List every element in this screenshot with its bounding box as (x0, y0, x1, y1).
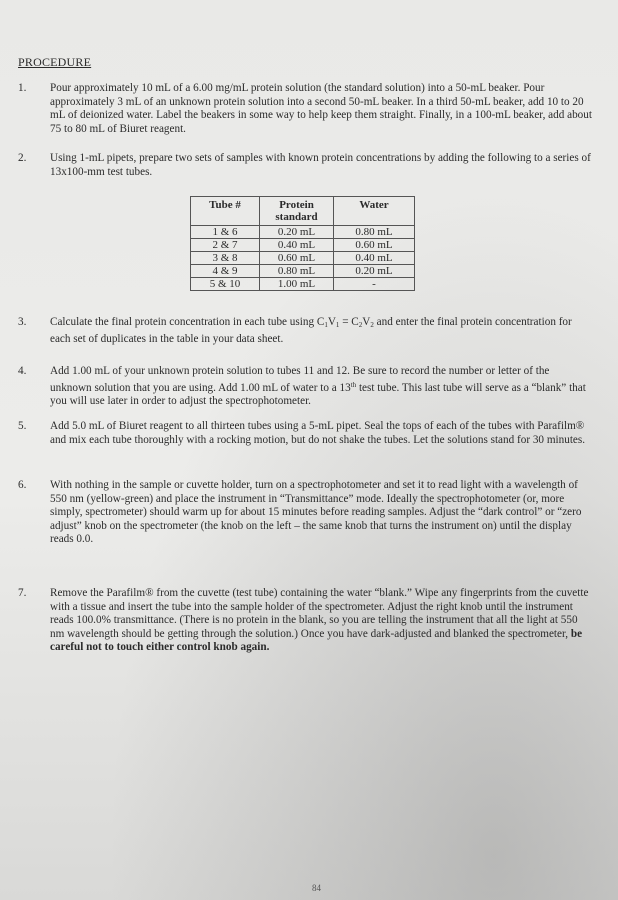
step-text: Add 5.0 mL of Biuret reagent to all thirteen tubes using a 5-mL pipet. Seal the tops of each of the tubes with Parafilm® and mix each tube thoroughly with a rocking motion, but do not shake the tubes. Let the solutions stand for 30 minutes. (50, 420, 586, 446)
table-cell: 0.80 mL (334, 226, 415, 239)
text-fragment: = C (339, 316, 359, 328)
table-row (191, 265, 415, 278)
step-number: 6. (18, 479, 27, 491)
step-number: 4. (18, 365, 27, 377)
procedure-heading: PROCEDURE (18, 55, 92, 69)
step-number: 5. (18, 420, 27, 432)
text-fragment: V (362, 316, 371, 328)
text-fragment: Add 1.00 mL of your unknown protein solution to tubes 11 and 12. Be sure to record the number or letter of the unknown solution that you are using. Add 1.00 mL of water to a 13 (50, 365, 550, 394)
step-text: Using 1-mL pipets, prepare two sets of samples with known protein concentrations by adding the following to a series of 13x100-mm test tubes. (50, 152, 591, 178)
step-number: 1. (18, 82, 27, 94)
step-text (50, 587, 593, 655)
step-4 (18, 365, 593, 409)
sample-table (190, 196, 415, 291)
subscript: 2 (370, 321, 374, 329)
table-cell: 0.60 mL (334, 239, 415, 252)
step-5 (18, 420, 593, 447)
column-header: Protein standard (260, 197, 334, 226)
table-cell: 0.20 mL (260, 226, 334, 239)
text-fragment: test tube. This last tube will serve as a “blank” that you will use later in order to adjust the spectrophotometer. (50, 381, 586, 408)
step-7 (18, 587, 593, 655)
step-1 (18, 82, 593, 136)
subscript: 1 (335, 321, 340, 329)
table-cell: 0.40 mL (334, 252, 415, 265)
table-cell: 0.80 mL (260, 265, 334, 278)
step-text (50, 365, 593, 409)
step-number: 2. (18, 152, 27, 164)
column-header: Tube # (191, 197, 260, 226)
table-row (191, 239, 415, 252)
subscript: 1 (324, 321, 328, 329)
table-row (191, 252, 415, 265)
table-cell: - (334, 278, 415, 291)
step-number: 7. (18, 587, 27, 599)
table-header-row (191, 197, 415, 226)
table-cell: 5 & 10 (191, 278, 260, 291)
table-cell: 1.00 mL (260, 278, 334, 291)
page-number: 84 (312, 883, 321, 893)
text-fragment: Remove the Parafilm® from the cuvette (test tube) containing the water “blank.” Wipe any fingerprints from the cuvette with a tissue and insert the tube into the sample holder of the spectrometer. Adjust the right knob until the instrument reads 100.0% transmittance. (There is no protein in the blank, so you are telling the instrument that all the light at 550 nm wavelength should be getting through the solution.) Once you have dark-adjusted and blanked the spectrometer, (50, 587, 589, 640)
column-header: Water (334, 197, 415, 226)
subscript: 2 (358, 321, 363, 329)
table-cell: 0.60 mL (260, 252, 334, 265)
table-cell: 0.40 mL (260, 239, 334, 252)
bold-warning: be careful not to touch either control knob again. (50, 627, 583, 654)
step-text: Pour approximately 10 mL of a 6.00 mg/mL protein solution (the standard solution) into a 50-mL beaker. Pour approximately 3 mL of an unknown protein solution into a second 50-mL beaker. In a third 50-mL beaker, add 10 to 20 mL of deionized water. Label the beakers in some way to help keep them straight. Finally, in a 100-mL beaker, add about 75 to 80 mL of Biuret reagent. (50, 82, 592, 135)
step-number: 3. (18, 316, 27, 328)
table-cell: 0.20 mL (334, 265, 415, 278)
table-cell: 4 & 9 (191, 265, 260, 278)
superscript: th (350, 380, 357, 389)
step-3 (18, 316, 593, 346)
text-fragment: Calculate the final protein concentration in each tube using C (50, 316, 325, 328)
step-text (50, 316, 593, 346)
step-6 (18, 479, 593, 547)
table-cell: 2 & 7 (191, 239, 260, 252)
table-cell: 1 & 6 (191, 226, 260, 239)
text-fragment: V (327, 316, 336, 328)
step-2 (18, 152, 593, 179)
text-fragment: and enter the final protein concentration for each set of duplicates in the table in your data sheet. (50, 316, 572, 345)
table-row (191, 278, 415, 291)
table-row (191, 226, 415, 239)
step-text: With nothing in the sample or cuvette holder, turn on a spectrophotometer and set it to read light with a wavelength of 550 nm (yellow-green) and place the instrument in “Transmittance” mode. Ideally the spectrophotometer (or, more simply, spectrometer) should warm up for about 15 minutes before reading samples. Adjust the “dark control” or “zero adjust” knob on the spectrometer (the knob on the left – the same knob that turns the instrument on) until the display reads 0.0. (50, 479, 582, 546)
table-cell: 3 & 8 (191, 252, 260, 265)
